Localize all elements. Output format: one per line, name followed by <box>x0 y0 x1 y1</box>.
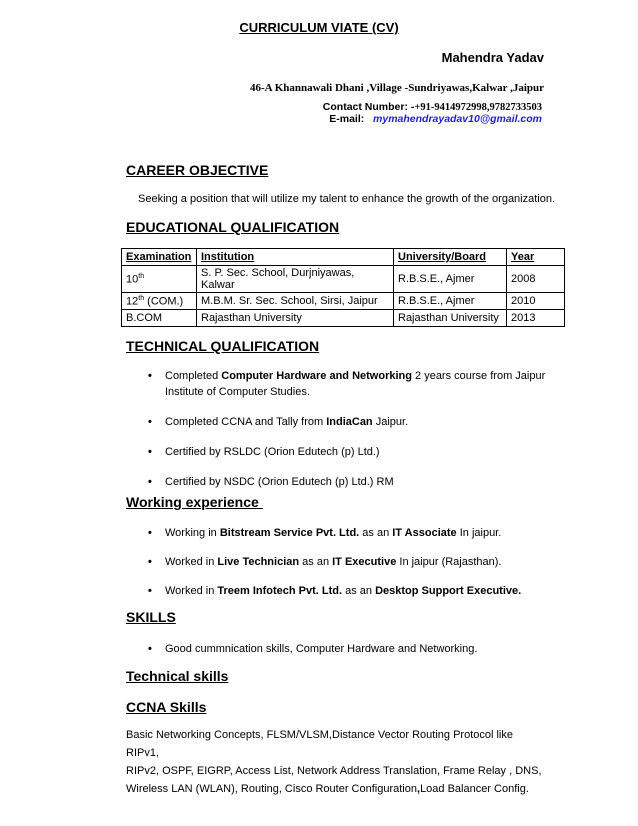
cell-exam: 12th (COM.) <box>122 293 197 310</box>
cell-board: R.B.S.E., Ajmer <box>394 293 507 310</box>
email-label: E-mail: <box>329 113 365 125</box>
list-item: • Worked in Live Technician as an IT Executive In jaipur (Rajasthan). <box>148 556 502 568</box>
contact-label: Contact Number: - <box>322 101 415 113</box>
cell-board: R.B.S.E., Ajmer <box>394 266 507 293</box>
bullet-icon: • <box>148 585 152 597</box>
table-row <box>122 293 565 310</box>
table-header-row <box>122 249 565 266</box>
bullet-icon: • <box>148 527 152 539</box>
cell-exam: 10th <box>122 266 197 293</box>
cell-year: 2013 <box>507 310 565 327</box>
table-row <box>122 266 565 293</box>
education-heading: EDUCATIONAL QUALIFICATION <box>126 219 340 235</box>
cell-exam: B.COM <box>122 310 197 327</box>
education-table <box>121 248 565 327</box>
list-item: • Worked in Treem Infotech Pvt. Ltd. as an Desktop Support Executive. <box>148 585 522 597</box>
list-item: • Completed Computer Hardware and Networking 2 years course from Jaipur Institute of Computer Studies. <box>148 370 546 398</box>
ccna-line: RIPv2, OSPF, EIGRP, Access List, Network Address Translation, Frame Relay , DNS, <box>126 765 542 777</box>
list-item: • Certified by NSDC (Orion Edutech (p) Ltd.) RM <box>148 476 394 488</box>
cell-institution: Rajasthan University <box>197 310 394 327</box>
technical-skills-heading: Technical skills <box>126 668 229 684</box>
candidate-name: Mahendra Yadav <box>441 50 544 65</box>
list-item: • Good cummnication skills, Computer Hardware and Networking. <box>148 643 478 655</box>
bullet-icon: • <box>148 556 152 568</box>
col-university: University/Board <box>394 249 507 266</box>
ccna-skills-text <box>126 726 546 798</box>
list-item: • Certified by RSLDC (Orion Edutech (p) Ltd.) <box>148 446 380 458</box>
cell-institution: M.B.M. Sr. Sec. School, Sirsi, Jaipur <box>197 293 394 310</box>
bullet-icon: • <box>148 370 152 382</box>
ccna-line: Basic Networking Concepts, FLSM/VLSM,Distance Vector Routing Protocol like RIPv1, <box>126 729 513 759</box>
list-item: • Working in Bitstream Service Pvt. Ltd. as an IT Associate In jaipur. <box>148 527 502 539</box>
document-title: CURRICULUM VIATE (CV) <box>239 20 399 35</box>
ccna-line: Wireless LAN (WLAN), Routing, Cisco Router Configuration,Load Balancer Config. <box>126 783 529 795</box>
list-item: • Completed CCNA and Tally from IndiaCan Jaipur. <box>148 416 409 428</box>
ccna-skills-heading: CCNA Skills <box>126 699 207 715</box>
bullet-icon: • <box>148 476 152 488</box>
col-examination: Examination <box>122 249 197 266</box>
bullet-icon: • <box>148 446 152 458</box>
cell-institution: S. P. Sec. School, Durjniyawas, Kalwar <box>197 266 394 293</box>
working-experience-list <box>148 525 568 599</box>
career-objective-heading: CAREER OBJECTIVE <box>126 162 269 178</box>
cell-year: 2008 <box>507 266 565 293</box>
skills-heading: SKILLS <box>126 609 176 625</box>
address: 46-A Khannawali Dhani ,Village -Sundriyawas,Kalwar ,Jaipur <box>250 82 544 94</box>
career-objective-text: Seeking a position that will utilize my talent to enhance the growth of the organization. <box>138 193 556 205</box>
working-experience-heading: Working experience <box>126 494 259 510</box>
col-institution: Institution <box>197 249 394 266</box>
skills-list <box>148 641 568 657</box>
contact-number <box>323 101 542 113</box>
col-year: Year <box>507 249 565 266</box>
cell-board: Rajasthan University <box>394 310 507 327</box>
table-row <box>122 310 565 327</box>
cell-year: 2010 <box>507 293 565 310</box>
bullet-icon: • <box>148 643 152 655</box>
email <box>329 113 542 125</box>
email-value[interactable]: mymahendrayadav10@gmail.com <box>373 113 542 125</box>
technical-qualification-heading: TECHNICAL QUALIFICATION <box>126 338 320 354</box>
technical-qualification-list <box>148 368 568 490</box>
contact-value: +91-9414972998,9782733503 <box>414 102 542 113</box>
bullet-icon: • <box>148 416 152 428</box>
